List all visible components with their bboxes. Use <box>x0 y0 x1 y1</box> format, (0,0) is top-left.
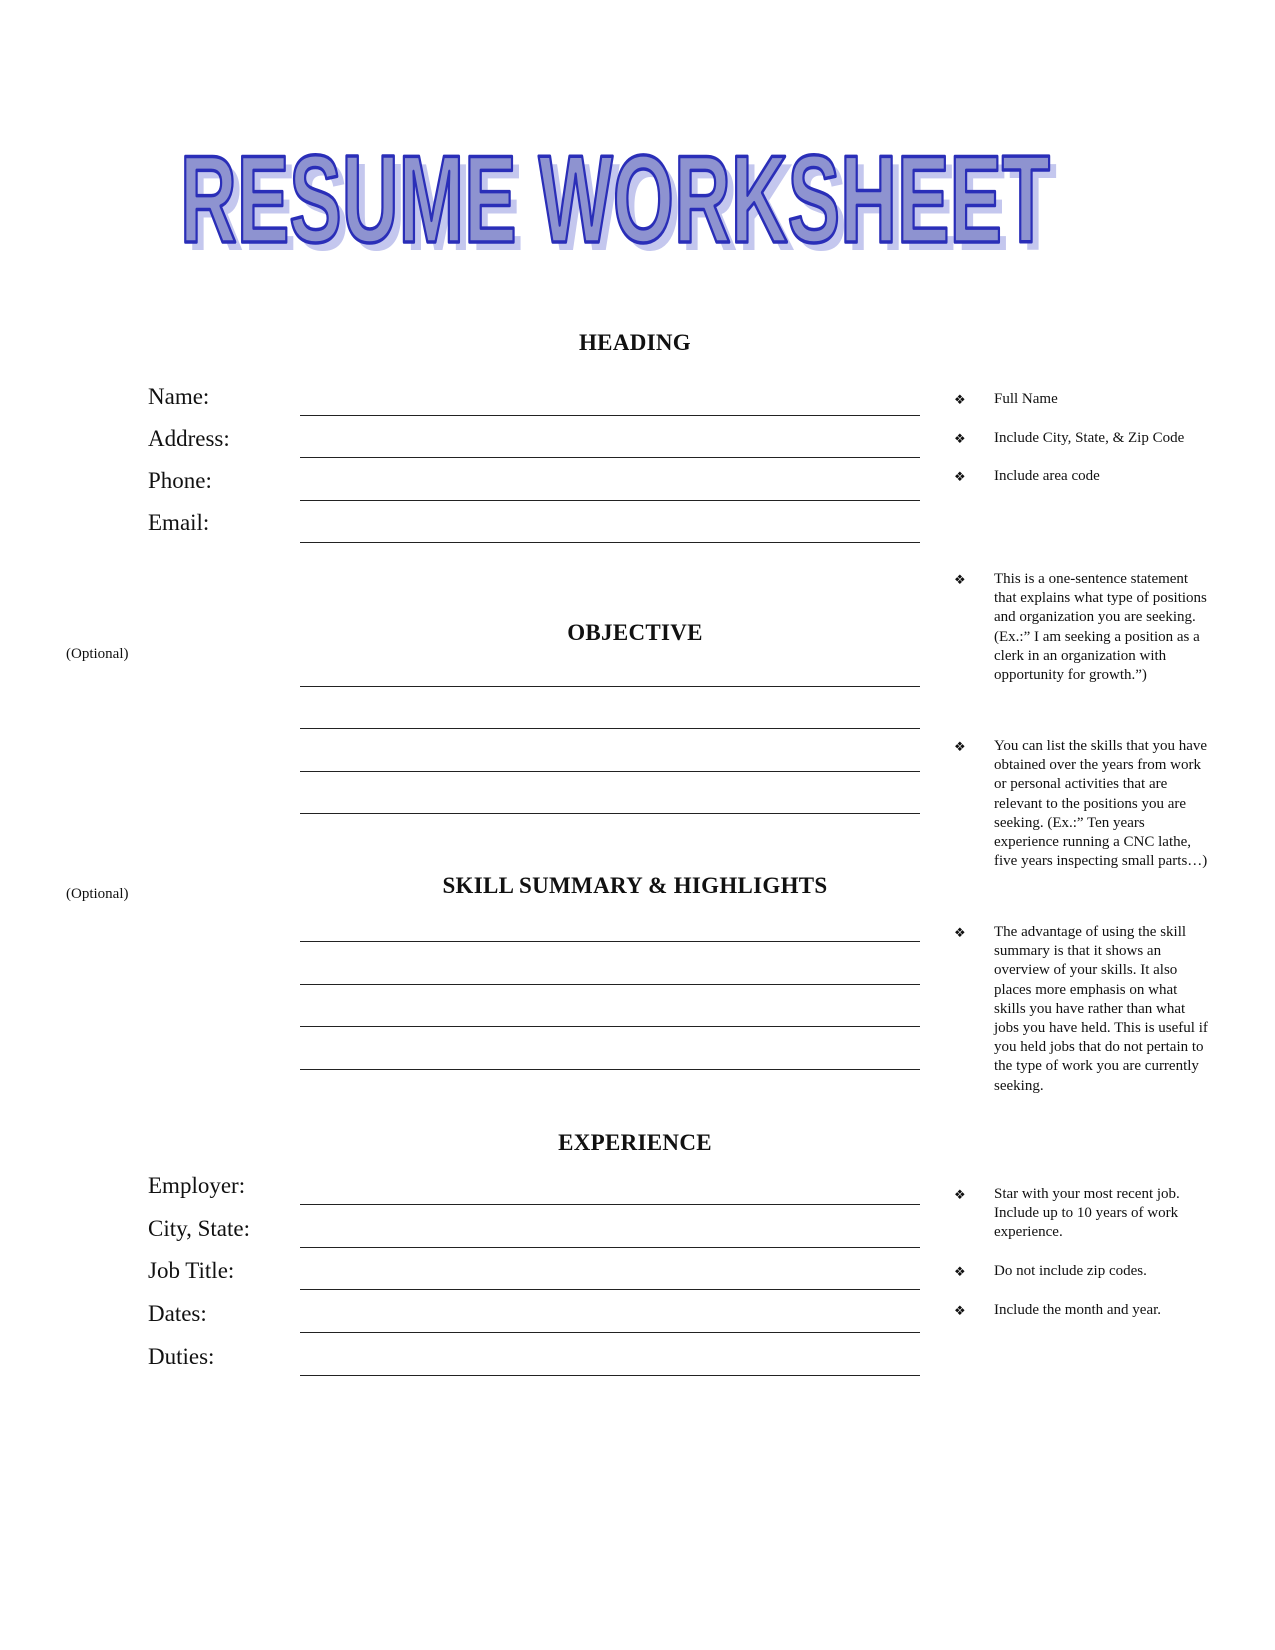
bullet-icon: ❖ <box>954 1187 966 1202</box>
field-line-city-state[interactable] <box>300 1247 920 1248</box>
field-line-duties[interactable] <box>300 1375 920 1376</box>
title-graphic <box>178 142 1088 262</box>
bullet-icon: ❖ <box>954 925 966 940</box>
field-line-employer[interactable] <box>300 1204 920 1205</box>
optional-label-skills: (Optional) <box>66 886 129 902</box>
field-line-email[interactable] <box>300 542 920 543</box>
field-label-city-state: City, State: <box>148 1216 251 1241</box>
skills-line-4[interactable] <box>300 1069 920 1070</box>
objective-line-3[interactable] <box>300 771 920 772</box>
field-label-dates: Dates: <box>148 1301 207 1326</box>
field-label-employer: Employer: <box>148 1173 246 1198</box>
title-shadow: RESUME WORKSHEET <box>187 142 1057 262</box>
bullet-icon: ❖ <box>954 572 966 587</box>
section-objective-title: OBJECTIVE <box>567 620 703 645</box>
field-label-duties: Duties: <box>148 1344 215 1369</box>
field-label-phone: Phone: <box>148 468 212 493</box>
bullet-icon: ❖ <box>954 431 966 446</box>
field-label-job-title: Job Title: <box>148 1258 235 1283</box>
field-label-address: Address: <box>148 426 230 451</box>
section-experience-title: EXPERIENCE <box>558 1130 712 1155</box>
bullet-icon: ❖ <box>954 1303 966 1318</box>
field-line-address[interactable] <box>300 457 920 458</box>
field-label-name: Name: <box>148 384 210 409</box>
section-heading-title: HEADING <box>578 330 691 355</box>
worksheet-title <box>178 142 1088 262</box>
field-line-job-title[interactable] <box>300 1289 920 1290</box>
field-line-name[interactable] <box>300 415 920 416</box>
objective-line-2[interactable] <box>300 728 920 729</box>
objective-line-4[interactable] <box>300 813 920 814</box>
skills-line-1[interactable] <box>300 941 920 942</box>
optional-label-objective: (Optional) <box>66 646 129 662</box>
bullet-icon: ❖ <box>954 1264 966 1279</box>
bullet-icon: ❖ <box>954 739 966 754</box>
objective-line-1[interactable] <box>300 686 920 687</box>
field-label-email: Email: <box>148 510 210 535</box>
skills-line-3[interactable] <box>300 1026 920 1027</box>
skills-line-2[interactable] <box>300 984 920 985</box>
title-text: RESUME WORKSHEET <box>180 142 1050 262</box>
field-line-dates[interactable] <box>300 1332 920 1333</box>
bullet-icon: ❖ <box>954 392 966 407</box>
bullet-icon: ❖ <box>954 469 966 484</box>
field-line-phone[interactable] <box>300 500 920 501</box>
section-skills-title: SKILL SUMMARY & HIGHLIGHTS <box>442 873 828 898</box>
